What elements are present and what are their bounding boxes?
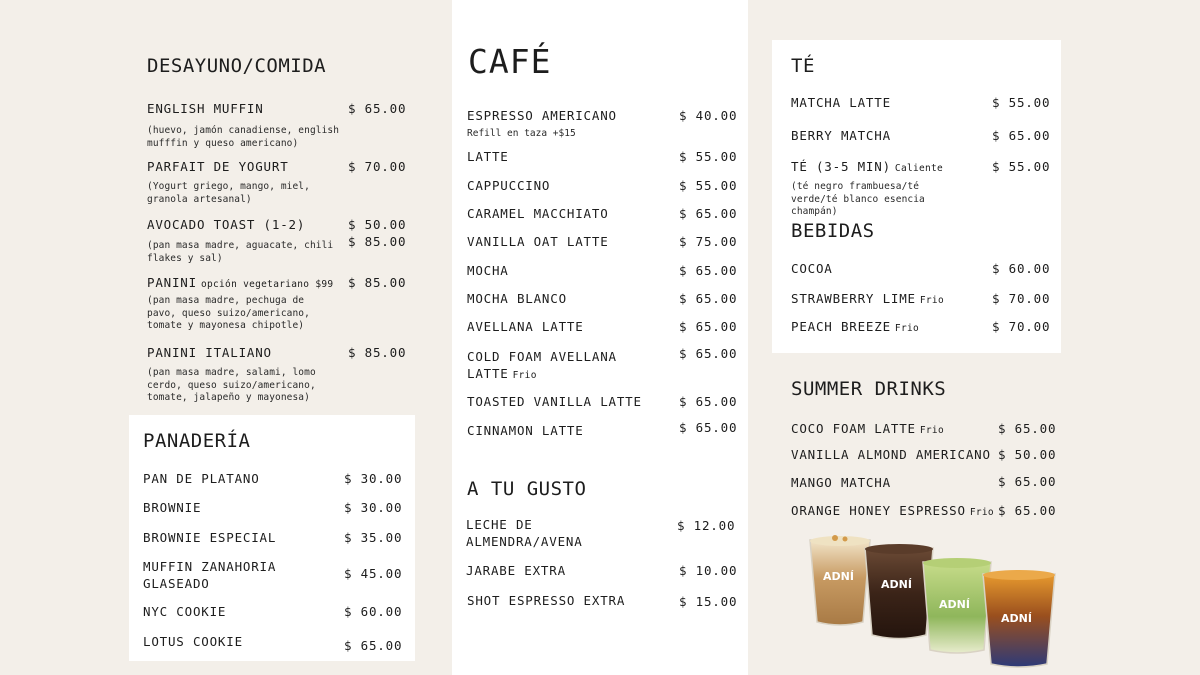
- menu-item-name: AVELLANA LATTE: [467, 319, 584, 334]
- svg-text:ADNÍ: ADNÍ: [939, 598, 970, 611]
- section-title-a-tu-gusto: A TU GUSTO: [467, 478, 587, 500]
- section-title-cafe: CAFÉ: [468, 42, 552, 81]
- menu-item-price: $ 50.00: [998, 447, 1057, 462]
- menu-item-name: LOTUS COOKIE: [143, 634, 243, 649]
- menu-item-price: $ 65.00: [679, 346, 738, 361]
- menu-item-price: $ 12.00: [677, 518, 736, 533]
- menu-item-name: NYC COOKIE: [143, 604, 227, 619]
- menu-item-name-text: TÉ (3-5 MIN): [791, 159, 891, 174]
- menu-item-name: JARABE EXTRA: [466, 563, 566, 578]
- menu-item-name: BERRY MATCHA: [791, 128, 891, 143]
- menu-item-name: VANILLA ALMOND AMERICANO: [791, 447, 991, 462]
- menu-item-price: $ 65.00: [679, 291, 738, 306]
- menu-item-name-text: COCO FOAM LATTE: [791, 421, 916, 436]
- menu-item-price: $ 45.00: [344, 566, 403, 581]
- menu-item-price: $ 70.00: [992, 319, 1051, 334]
- menu-item-description: (pan masa madre, pechuga de pavo, queso suizo/americano, tomate y mayonesa chipotle): [147, 295, 310, 331]
- menu-item-price-double: $ 85.00: [348, 234, 407, 249]
- menu-item-description: (huevo, jamón canadiense, english mufffin y queso americano): [147, 125, 340, 149]
- section-title-te: TÉ: [791, 55, 815, 77]
- menu-item-name: MOCHA: [467, 263, 509, 278]
- menu-item-name-text: COLD FOAM AVELLANA LATTE: [467, 349, 617, 381]
- menu-item-price: $ 65.00: [998, 503, 1057, 518]
- menu-item-price: $ 55.00: [679, 178, 738, 193]
- menu-item-name: VANILLA OAT LATTE: [467, 234, 609, 249]
- section-title-summer-drinks: SUMMER DRINKS: [791, 378, 947, 400]
- svg-text:ADNÍ: ADNÍ: [823, 570, 854, 583]
- menu-item-name: MATCHA LATTE: [791, 95, 891, 110]
- menu-item-price: $ 65.00: [348, 101, 407, 116]
- menu-item-price: $ 65.00: [679, 263, 738, 278]
- menu-item-name: CAPPUCCINO: [467, 178, 551, 193]
- menu-item-price: $ 70.00: [992, 291, 1051, 306]
- menu-item-name: AVOCADO TOAST (1-2): [147, 217, 306, 232]
- menu-item-price: $ 10.00: [679, 563, 738, 578]
- menu-item-price: $ 40.00: [679, 108, 738, 123]
- menu-item-price: $ 15.00: [679, 594, 738, 609]
- menu-item-name: [791, 421, 944, 436]
- menu-item-description: (té negro frambuesa/té verde/té blanco esencia champán): [791, 181, 925, 217]
- menu-item-name: LATTE: [467, 149, 509, 164]
- menu-item-price: $ 60.00: [344, 604, 403, 619]
- menu-item-price: $ 65.00: [679, 394, 738, 409]
- section-title-bebidas: BEBIDAS: [791, 220, 875, 242]
- menu-item-name: [147, 275, 333, 290]
- menu-item-name: PARFAIT DE YOGURT: [147, 159, 289, 174]
- menu-item-price: $ 35.00: [344, 530, 403, 545]
- menu-item-name: CINNAMON LATTE: [467, 423, 584, 438]
- menu-item-tag: Caliente: [894, 163, 944, 174]
- menu-item-price: $ 70.00: [348, 159, 407, 174]
- menu-item-price: $ 65.00: [998, 421, 1057, 436]
- menu-item-price: $ 75.00: [679, 234, 738, 249]
- menu-item-note: Refill en taza +$15: [467, 128, 576, 139]
- menu-item-tag: Frio: [919, 425, 944, 436]
- menu-item-name-text: STRAWBERRY LIME: [791, 291, 916, 306]
- menu-item-name: ESPRESSO AMERICANO: [467, 108, 617, 123]
- menu-item-name: COCOA: [791, 261, 833, 276]
- menu-item-description: (Yogurt griego, mango, miel, granola artesanal): [147, 181, 310, 205]
- menu-item-tag: Frio: [919, 295, 944, 306]
- menu-item-price: $ 50.00: [348, 217, 407, 232]
- menu-item-name: [791, 291, 944, 306]
- menu-item-name: [467, 348, 642, 384]
- menu-item-name: [791, 159, 943, 174]
- menu-item-name: MUFFIN ZANAHORIA GLASEADO: [143, 559, 277, 591]
- menu-item-tag: Frio: [512, 370, 537, 381]
- menu-item-price: $ 55.00: [992, 159, 1051, 174]
- menu-item-price: $ 65.00: [992, 128, 1051, 143]
- menu-item-tag: Frio: [894, 323, 919, 334]
- menu-item-price: $ 30.00: [344, 500, 403, 515]
- menu-item-price: $ 65.00: [344, 638, 403, 653]
- menu-item-name: ENGLISH MUFFIN: [147, 101, 264, 116]
- menu-item-name: MANGO MATCHA: [791, 475, 891, 490]
- menu-item-name: PANINI ITALIANO: [147, 345, 272, 360]
- menu-item-price: $ 85.00: [348, 345, 407, 360]
- menu-item-price: $ 55.00: [679, 149, 738, 164]
- menu-item-name: BROWNIE ESPECIAL: [143, 530, 277, 545]
- menu-item-name-text: PANINI: [147, 275, 197, 290]
- menu-item-description: (pan masa madre, aguacate, chili flakes y sal): [147, 240, 334, 264]
- menu-item-tag: Frio: [969, 507, 994, 518]
- menu-item-name: [791, 503, 994, 518]
- menu-item-name: SHOT ESPRESSO EXTRA: [467, 593, 626, 608]
- menu-item-price: $ 55.00: [992, 95, 1051, 110]
- menu-item-tag: opción vegetariano $99: [200, 279, 334, 290]
- section-title-desayuno: DESAYUNO/COMIDA: [147, 55, 327, 77]
- menu-item-price: $ 60.00: [992, 261, 1051, 276]
- menu-item-name: BROWNIE: [143, 500, 202, 515]
- menu-item-name-text: PEACH BREEZE: [791, 319, 891, 334]
- menu-item-price: $ 65.00: [679, 420, 738, 435]
- menu-item-name-text: ORANGE HONEY ESPRESSO: [791, 503, 966, 518]
- menu-item-name: MOCHA BLANCO: [467, 291, 567, 306]
- menu-item-name: PAN DE PLATANO: [143, 471, 260, 486]
- svg-text:ADNÍ: ADNÍ: [881, 578, 912, 591]
- menu-item-name: TOASTED VANILLA LATTE: [467, 394, 642, 409]
- svg-text:ADNÍ: ADNÍ: [1001, 612, 1032, 625]
- menu-item-price: $ 30.00: [344, 471, 403, 486]
- summer-drinks-photo: [805, 530, 1060, 670]
- menu-item-name: LECHE DE ALMENDRA/AVENA: [466, 517, 583, 549]
- section-title-panaderia: PANADERÍA: [143, 430, 251, 452]
- menu-item-description: (pan masa madre, salami, lomo cerdo, queso suizo/americano, tomate, jalapeño y mayonesa): [147, 367, 316, 403]
- menu-item-price: $ 85.00: [348, 275, 407, 290]
- menu-item-name: CARAMEL MACCHIATO: [467, 206, 609, 221]
- menu-item-price: $ 65.00: [998, 474, 1057, 489]
- menu-item-price: $ 65.00: [679, 319, 738, 334]
- menu-item-price: $ 65.00: [679, 206, 738, 221]
- menu-item-name: [791, 319, 919, 334]
